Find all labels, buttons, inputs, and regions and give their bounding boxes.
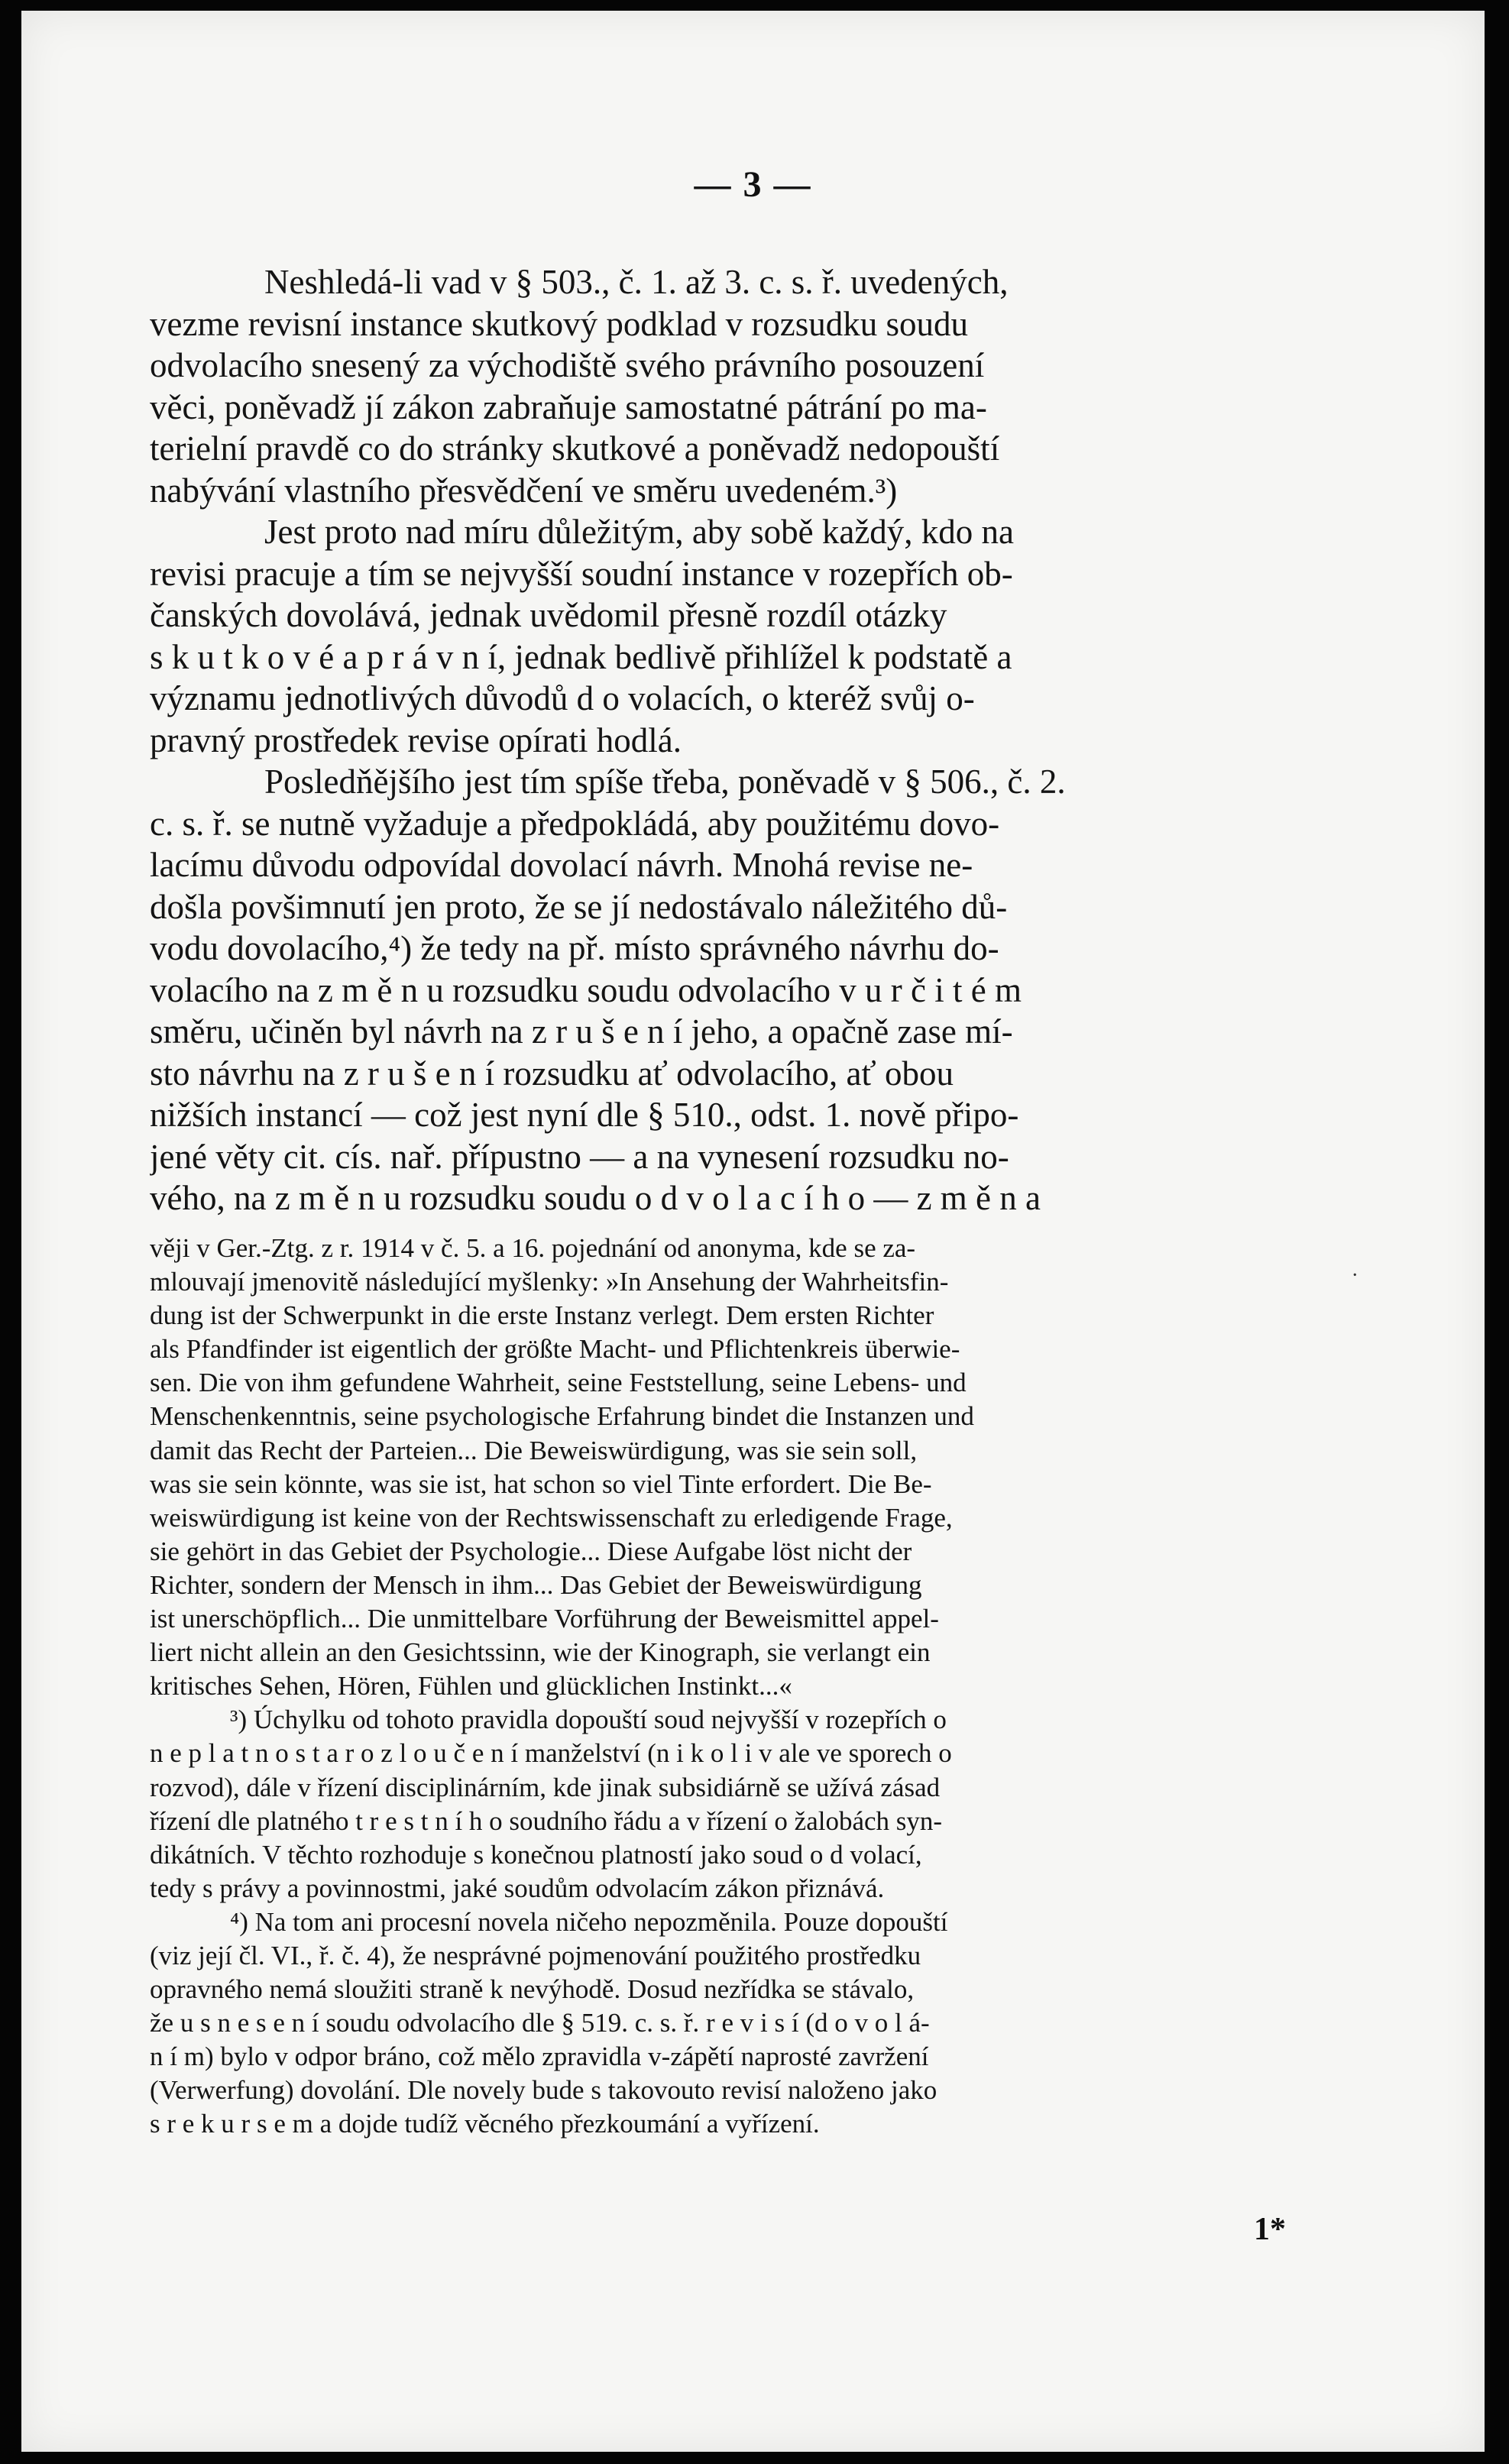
footnote-line: sen. Die von ihm gefundene Wahrheit, seine Feststellung, seine Lebens- und [150,1368,967,1398]
text-line: Posledňějšího jest tím spíše třeba, poněvadě v § 506., č. 2. [264,763,1066,801]
text-line: terielní pravdě co do stránky skutkové a poněvadž nedopouští [150,429,1000,468]
text-line: jené věty cit. cís. nař. přípustno — a na vynesení rozsudku no- [150,1137,1009,1176]
footnote-line: kritisches Sehen, Hören, Fühlen und glücklichen Instinkt...« [150,1671,792,1701]
text-line: čanských dovolává, jednak uvědomil přesně rozdíl otázky [150,596,947,634]
text-line: vodu dovolacího,⁴) že tedy na př. místo správného návrhu do- [150,929,999,967]
text-line: Jest proto nad míru důležitým, aby sobě každý, kdo na [264,513,1015,551]
footnote-line: was sie sein könnte, was sie ist, hat schon so viel Tinte erfordert. Die Be- [150,1468,932,1499]
text-line: nabývání vlastního přesvědčení ve směru uvedeném.³) [150,471,898,510]
footnotes [150,1232,1319,2142]
text-line: nižších instancí — což jest nyní dle § 510., odst. 1. nově připo- [150,1096,1019,1134]
page-number: — 3 — [694,164,812,205]
footnote-line: als Pfandfinder ist eigentlich der größte Macht- und Pflichtenkreis überwie- [150,1334,960,1365]
footnote-line: n e p l a t n o s t a r o z l o u č e n í manželství (n i k o l i v ale ve sporech o [150,1738,952,1769]
footnote-line: weiswürdigung ist keine von der Rechtswissenschaft zu erledigende Frage, [150,1502,953,1533]
footnote-line: věji v Ger.-Ztg. z r. 1914 v č. 5. a 16. pojednání od anonyma, kde se za- [150,1233,916,1263]
footnote-line: rozvod), dále v řízení disciplinárním, kde jinak subsidiárně se užívá zásad [150,1772,941,1802]
footnote-3-line: ³) Úchylku od tohoto pravidla dopouští soud nejvyšší v rozepřích o [230,1705,947,1735]
document-page [21,11,1485,2452]
text-line: odvolacího snesený za východiště svého právního posouzení [150,346,985,384]
text-line: vezme revisní instance skutkový podklad v rozsudku soudu [150,304,969,343]
text-line: směru, učiněn byl návrh na z r u š e n í jeho, a opačně zase mí- [150,1012,1013,1051]
footnote-line: (Verwerfung) dovolání. Dle novely bude s takovouto revisí naloženo jako [150,2075,937,2106]
text-line: revisi pracuje a tím se nejvyšší soudní instance v rozepřích ob- [150,554,1013,593]
text-line: c. s. ř. se nutně vyžaduje a předpokládá, aby použitému dovo- [150,804,1000,843]
text-line: sto návrhu na z r u š e n í rozsudku ať odvolacího, ať obou [150,1054,954,1093]
footnote-4-line: ⁴) Na tom ani procesní novela ničeho nepozměnila. Pouze dopouští [230,1906,948,1937]
text-line: volacího na z m ě n u rozsudku soudu odvolacího v u r č i t é m [150,970,1022,1009]
text-line: věci, poněvadž jí zákon zabraňuje samostatné pátrání po ma- [150,387,987,426]
footnote-line: Richter, sondern der Mensch in ihm... Das Gebiet der Beweiswürdigung [150,1569,922,1600]
footnote-line: dikátních. V těchto rozhoduje s konečnou platností jako soud o d volací, [150,1839,922,1870]
text-line: pravný prostředek revise opírati hodlá. [150,720,682,759]
footnote-line: ist unerschöpflich... Die unmittelbare Vorführung der Beweismittel appel- [150,1604,939,1634]
text-line: došla povšimnutí jen proto, že se jí nedostávalo náležitého dů- [150,887,1008,926]
footnote-line: řízení dle platného t r e s t n í h o soudního řádu a v řízení o žalobách syn- [150,1805,943,1836]
sheet-signature: 1* [1254,2212,1286,2247]
footnote-line: damit das Recht der Parteien... Die Beweiswürdigung, was sie sein soll, [150,1435,918,1465]
footnote-line: Menschenkenntnis, seine psychologische Erfahrung bindet die Instanzen und [150,1401,974,1432]
footnote-line: liert nicht allein an den Gesichtssinn, wie der Kinograph, sie verlangt ein [150,1637,931,1668]
footnote-line: sie gehört in das Gebiet der Psychologie... Diese Aufgabe löst nicht der [150,1536,912,1566]
main-text [150,261,1319,1219]
footnote-line: opravného nemá sloužiti straně k nevýhodě. Dosud nezřídka se stávalo, [150,1974,915,2005]
footnote-line: s r e k u r s e m a dojde tudíž věcného přezkoumání a vyřízení. [150,2109,820,2139]
footnote-line: že u s n e s e n í soudu odvolacího dle § 519. c. s. ř. r e v i s í (d o v o l á- [150,2008,930,2038]
footnote-line: n í m) bylo v odpor bráno, což mělo zpravidla v-zápětí naprosté zavržení [150,2041,929,2072]
footnote-line: dung ist der Schwerpunkt in die erste Instanz verlegt. Dem ersten Richter [150,1300,934,1331]
text-line: s k u t k o v é a p r á v n í, jednak bedlivě přihlížel k podstatě a [150,637,1012,676]
text-line: vého, na z m ě n u rozsudku soudu o d v o l a c í h o — z m ě n a [150,1179,1041,1217]
footnote-line: mlouvají jmenovitě následující myšlenky: »In Ansehung der Wahrheitsfin- [150,1267,949,1297]
footnote-line: (viz její čl. VI., ř. č. 4), že nesprávné pojmenování použitého prostředku [150,1940,921,1970]
text-line: lacímu důvodu odpovídal dovolací návrh. Mnohá revise ne- [150,846,973,884]
margin-dot: · [1351,1264,1358,1287]
text-line: významu jednotlivých důvodů d o volacích, o kteréž svůj o- [150,679,975,717]
footnote-line: tedy s právy a povinnostmi, jaké soudům odvolacím zákon přiznává. [150,1873,885,1903]
text-line: Neshledá-li vad v § 503., č. 1. až 3. c. s. ř. uvedených, [264,263,1009,301]
